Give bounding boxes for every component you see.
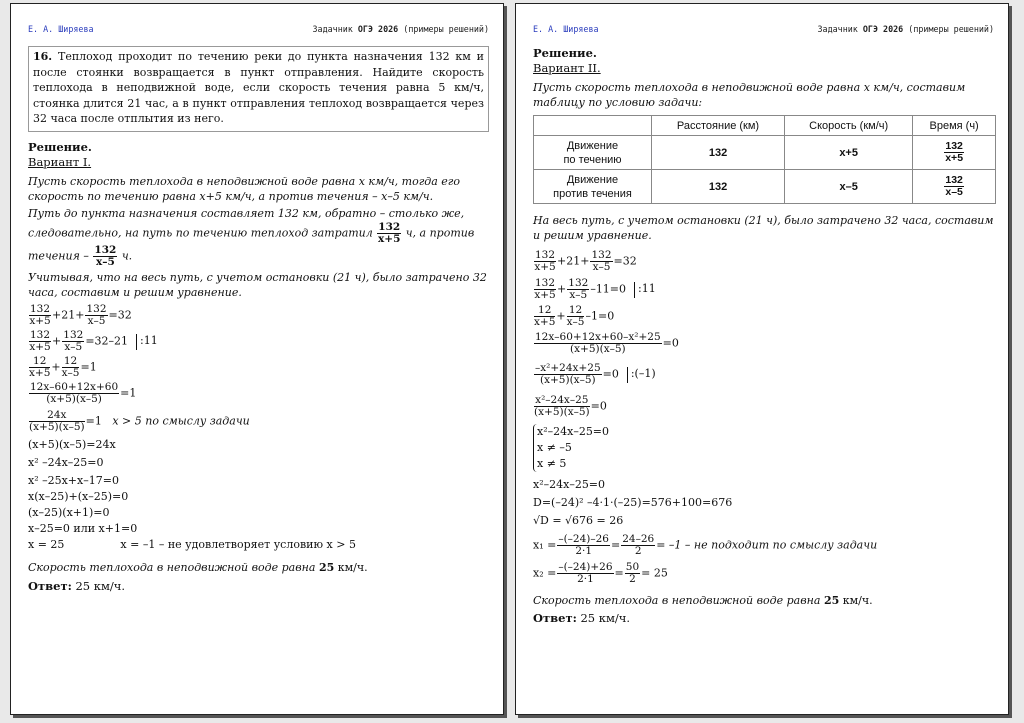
table-header: Скорость (км/ч) xyxy=(785,116,913,136)
solution-paragraph: Пусть скорость теплохода в неподвижной воде равна x км/ч, тогда его скорость по течению равна x+5 км/ч, а против течения – x–5 км/ч. xyxy=(28,175,460,203)
equation-line: x₂ = $\frac{-(-24)+26}{2\cdot 1}$ = $\frac{50}{2}$ = 25 xyxy=(533,561,668,585)
problem-statement xyxy=(28,46,489,132)
conclusion: Скорость теплохода в неподвижной воде равна 25 км/ч. xyxy=(533,594,873,607)
equation-line: (x+5)(x–5)=24x xyxy=(28,438,116,451)
equation-line: x² –25x+x–17=0 xyxy=(28,474,119,487)
equation-line: √D = √676 = 26 xyxy=(533,514,624,527)
equation-line: $\frac{132}{x+5}$ + $\frac{132}{x-5}$ =32–21 :11 xyxy=(29,329,158,353)
equation-line: $\frac{\text{12x–60+12x+60–x²+25}}{(x+5)(x-5)}$ =0 xyxy=(535,331,679,355)
table-header xyxy=(534,116,652,136)
page-left xyxy=(10,3,504,715)
solution-heading: Решение. xyxy=(28,140,92,154)
problem-number: 16. xyxy=(33,50,53,63)
equation-line: $\frac{\text{–x²+24x+25}}{(x+5)(x-5)}$ =0 :(–1) xyxy=(535,362,656,386)
solution-heading: Решение. xyxy=(533,46,597,60)
equation-line: x₁ = $\frac{-(-24)-26}{2\cdot 1}$ = $\frac{24-26}{2}$ = –1 – не подходит по смыслу задачи xyxy=(533,533,878,557)
table-row: Движение против течения 132 x–5 $\frac{132}{x-5}$ xyxy=(534,170,996,204)
table-header: Расстояние (км) xyxy=(652,116,785,136)
equation-line: $\frac{\text{x²–24x–25}}{(x+5)(x-5)}$ =0 xyxy=(534,394,607,418)
solution-paragraph: Пусть скорость теплохода в неподвижной воде равна x км/ч, составим таблицу по условию задачи: xyxy=(533,81,966,109)
header-book: Задачник ОГЭ 2026 (примеры решений) xyxy=(817,24,994,34)
header-book: Задачник ОГЭ 2026 (примеры решений) xyxy=(312,24,489,34)
equation-line: $\frac{132}{x+5}$ +21+ $\frac{132}{x-5}$ =32 xyxy=(534,249,637,273)
header-author: Е. А. Ширяева xyxy=(28,24,94,34)
solution-paragraph: Путь до пункта назначения составляет 132 км, обратно – столько же, следовательно, на путь по течению теплоход затратил $\frac{132}{x+5}$ ч, а против течения – $\frac{132}{x-5}$ ч. xyxy=(28,207,475,268)
solution-paragraph: На весь путь, с учетом остановки (21 ч), было затрачено 32 часа, составим и решим уравнение. xyxy=(533,214,994,242)
equation-line: x(x–25)+(x–25)=0 xyxy=(28,490,129,503)
fraction: $\frac{132}{x+5}$ xyxy=(378,221,401,245)
header-author: Е. А. Ширяева xyxy=(533,24,599,34)
answer: Ответ: 25 км/ч. xyxy=(533,611,631,625)
data-table xyxy=(533,115,996,204)
equation-line: x–25=0 или x+1=0 xyxy=(28,522,138,535)
solution-paragraph: Учитывая, что на весь путь, с учетом остановки (21 ч), было затрачено 32 часа, составим и решим уравнение. xyxy=(28,271,487,299)
variant-title: Вариант II. xyxy=(533,61,601,75)
equation-line: x² –24x–25=0 xyxy=(28,456,104,469)
equation-line: $\frac{12}{x+5}$ + $\frac{12}{x-5}$ =1 xyxy=(29,355,97,379)
variant-title: Вариант I. xyxy=(28,155,92,169)
equation-line: x²–24x–25=0 xyxy=(533,478,606,491)
conclusion: Скорость теплохода в неподвижной воде равна 25 км/ч. xyxy=(28,561,368,574)
equation-line: $\frac{132}{x+5}$ + $\frac{132}{x-5}$ –11=0 :11 xyxy=(534,277,656,301)
fraction: $\frac{132}{x-5}$ xyxy=(94,244,117,268)
equation-line: $\frac{24x}{(x+5)(x-5)}$ =1 x > 5 по смыслу задачи xyxy=(29,409,250,433)
equation-line: D=(–24)² –4·1·(–25)=576+100=676 xyxy=(533,496,733,509)
equation-system: x²–24x–25=0 x ≠ –5 x ≠ 5 xyxy=(533,424,609,472)
equation-line: x = 25 x = –1 – не удовлетворяет условию x > 5 xyxy=(28,538,356,551)
page-right xyxy=(515,3,1009,715)
problem-text: Теплоход проходит по течению реки до пункта назначения 132 км и после стоянки возвращается в пункт отправления. Найдите скорость теплохода в неподвижной воде, если скорость течения равна 5 км/ч, стоянка длится 21 час, а в пункт отправления теплоход возвращается через 32 часа после отплытия из него. xyxy=(33,50,485,125)
equation-line: $\frac{132}{x+5}$ +21+ $\frac{132}{x-5}$ =32 xyxy=(29,303,132,327)
answer: Ответ: 25 км/ч. xyxy=(28,579,126,593)
equation-line: (x–25)(x+1)=0 xyxy=(28,506,110,519)
equation-line: $\frac{12}{x+5}$ + $\frac{12}{x-5}$ –1=0 xyxy=(534,304,615,328)
table-row: Движение по течению 132 x+5 $\frac{132}{x+5}$ xyxy=(534,136,996,170)
equation-line: $\frac{12x-60+12x+60}{(x+5)(x-5)}$ =1 xyxy=(30,381,137,405)
table-header: Время (ч) xyxy=(913,116,996,136)
